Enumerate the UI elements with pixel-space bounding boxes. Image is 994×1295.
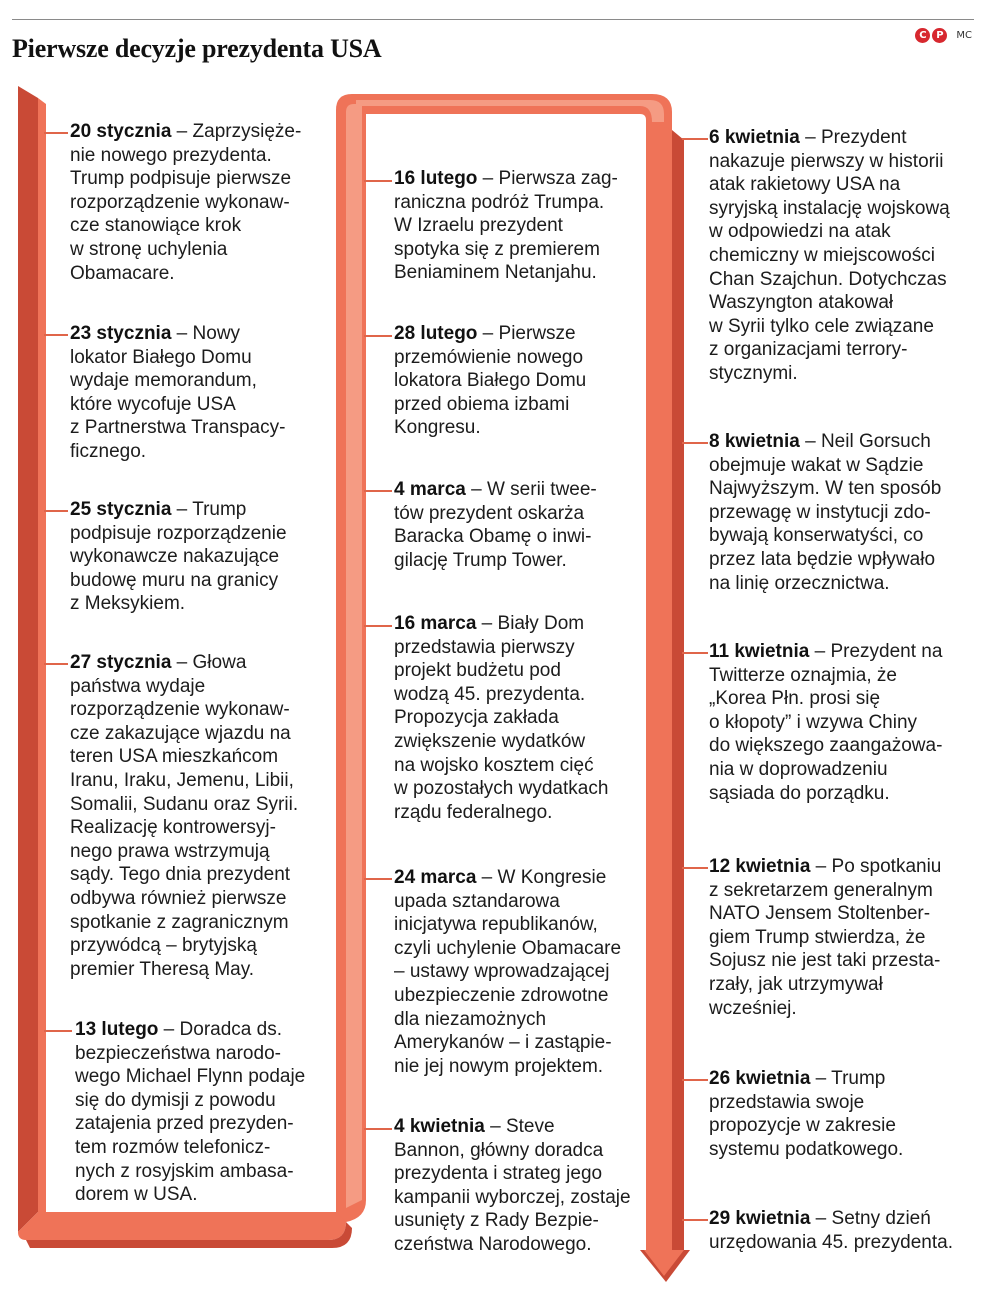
page-title: Pierwsze decyzje prezydenta USA [12, 34, 382, 63]
event-tick [44, 1030, 72, 1032]
event-text: – W serii twee- tów prezydent oskarża Baracka Obamę o inwi- gilację Trump Tower. [394, 479, 597, 571]
event-tick [44, 334, 68, 336]
event-25-stycznia [70, 498, 336, 616]
event-23-stycznia [70, 322, 336, 464]
event-tick [364, 490, 392, 492]
event-date: 29 kwietnia [709, 1208, 811, 1229]
event-date: 20 stycznia [70, 121, 172, 142]
event-tick [682, 1219, 708, 1221]
ribbon-right-down [646, 120, 672, 1262]
ribbon-left-face [38, 98, 46, 1212]
event-24-marca [394, 866, 644, 1078]
event-16-marca [394, 612, 644, 824]
event-date: 6 kwietnia [709, 127, 800, 148]
event-date: 16 lutego [394, 168, 478, 189]
event-date: 4 kwietnia [394, 1116, 485, 1137]
event-20-stycznia [70, 120, 336, 285]
event-text: – W Kongresie upada sztandarowa inicjatywa republikanów, czyli uchylenie Obamacare – ustawy wprowadzającej ubezpieczenie zdrowotne dla niezamożnych Amerykanów – i zastąpie- nie jej nowym projektem. [394, 867, 622, 1077]
event-date: 26 kwietnia [709, 1068, 811, 1089]
event-tick [44, 132, 68, 134]
event-tick [44, 663, 68, 665]
event-tick [682, 138, 708, 140]
event-text: – Po spotkaniu z sekretarzem generalnym NATO Jensem Stoltenber- giem Trump stwierdza, że Sojusz nie jest taki przesta- rzały, jak utrzymywał wcześniej. [709, 856, 942, 1019]
event-28-lutego [394, 322, 644, 440]
ribbon-middle-light [346, 104, 362, 1208]
event-4-marca [394, 478, 644, 572]
event-text: – Neil Gorsuch obejmuje wakat w Sądzie Najwyższym. W ten sposób przewagę w instytucji zdo- bywają konserwatyści, co przez lata będzie wpływało na linię orzecznictwa. [709, 431, 942, 594]
event-tick [364, 625, 392, 627]
ribbon-right-shadow [672, 130, 684, 1262]
event-tick [44, 510, 68, 512]
event-text: – Pierwsze przemówienie nowego lokatora Białego Domu przed obiema izbami Kongresu. [394, 323, 587, 439]
event-date: 4 marca [394, 479, 466, 500]
event-date: 24 marca [394, 867, 477, 888]
event-27-stycznia [70, 651, 336, 981]
logo-letter-p: P [932, 28, 947, 43]
event-text: – Prezydent na Twitterze oznajmia, że „Korea Płn. prosi się o kłopoty” i wzywa Chiny do większego zaangażowa- nia w doprowadzeniu sąsiada do porządku. [709, 641, 943, 804]
event-12-kwietnia [709, 855, 979, 1020]
logo-letter-c: C [915, 28, 930, 43]
event-tick [682, 652, 708, 654]
event-13-lutego [75, 1018, 337, 1207]
logo-suffix: MC [956, 30, 972, 41]
event-text: – Zaprzysięże- nie nowego prezydenta. Trump podpisuje pierwsze rozporządzenie wykonaw- cze stanowiące krok w stronę uchylenia Obamacare. [70, 121, 302, 284]
event-tick [682, 1079, 708, 1081]
event-29-kwietnia [709, 1207, 979, 1254]
event-tick [364, 335, 392, 337]
event-text: – Pierwsza zag- raniczna podróż Trumpa. W Izraelu prezydent spotyka się z premierem Beniaminem Netanjahu. [394, 168, 618, 284]
event-text: – Trump podpisuje rozporządzenie wykonawcze nakazujące budowę muru na granicy z Meksykiem. [70, 499, 287, 615]
event-text: – Doradca ds. bezpieczeństwa narodo- wego Michael Flynn podaje się do dymisji z powodu zatajenia przed prezyden- tem rozmów telefonicz- nych z rosyjskim ambasa- dorem w USA. [75, 1019, 306, 1206]
event-tick [682, 867, 708, 869]
event-tick [364, 878, 392, 880]
event-date: 23 stycznia [70, 323, 172, 344]
event-6-kwietnia [709, 126, 979, 386]
event-text: – Prezydent nakazuje pierwszy w historii atak rakietowy USA na syryjską instalację wojskową w odpowiedzi na atak chemiczny w miejscowości Chan Szajchun. Dotychczas Waszyngton atakował w Syrii tylko cele związane z organizacjami terrory- stycznymi. [709, 127, 950, 384]
event-text: – Steve Bannon, główny doradca prezydenta i strateg jego kampanii wyborczej, zostaje usunięty z Rady Bezpie- czeństwa Narodowego. [394, 1116, 631, 1255]
event-date: 11 kwietnia [709, 641, 810, 662]
event-date: 28 lutego [394, 323, 478, 344]
event-text: – Biały Dom przedstawia pierwszy projekt budżetu pod wodzą 45. prezydenta. Propozycja zakłada zwiększenie wydatków na wojsko kosztem cięć w pozostałych wydatkach rządu federalnego. [394, 613, 609, 823]
event-date: 13 lutego [75, 1019, 159, 1040]
event-text: – Setny dzień urzędowania 45. prezydenta. [709, 1208, 953, 1253]
event-date: 8 kwietnia [709, 431, 800, 452]
event-4-kwietnia [394, 1115, 650, 1257]
event-8-kwietnia [709, 430, 979, 595]
ribbon-left-down [18, 86, 38, 1232]
event-11-kwietnia [709, 640, 979, 805]
event-date: 16 marca [394, 613, 477, 634]
event-text: – Głowa państwa wydaje rozporządzenie wykonaw- cze zakazujące wjazdu na teren USA mieszkańcom Iranu, Iraku, Jemenu, Libii, Somalii, Sudanu oraz Syrii. Realizację kontrowersyj- nego prawa wstrzymują sądy. Tego dnia prezydent odbywa również pierwsze spotkanie z zagranicznym przywódcą – brytyjską premier Theresą May. [70, 652, 299, 980]
event-tick [682, 442, 708, 444]
event-date: 12 kwietnia [709, 856, 811, 877]
event-date: 25 stycznia [70, 499, 172, 520]
event-text: – Nowy lokator Białego Domu wydaje memorandum, które wycofuje USA z Partnerstwa Transpacy- ficznego. [70, 323, 286, 462]
event-text: – Trump przedstawia swoje propozycje w zakresie systemu podatkowego. [709, 1068, 904, 1160]
event-tick [364, 180, 392, 182]
event-date: 27 stycznia [70, 652, 172, 673]
event-26-kwietnia [709, 1067, 979, 1161]
event-16-lutego [394, 167, 644, 285]
event-tick [364, 1128, 392, 1130]
